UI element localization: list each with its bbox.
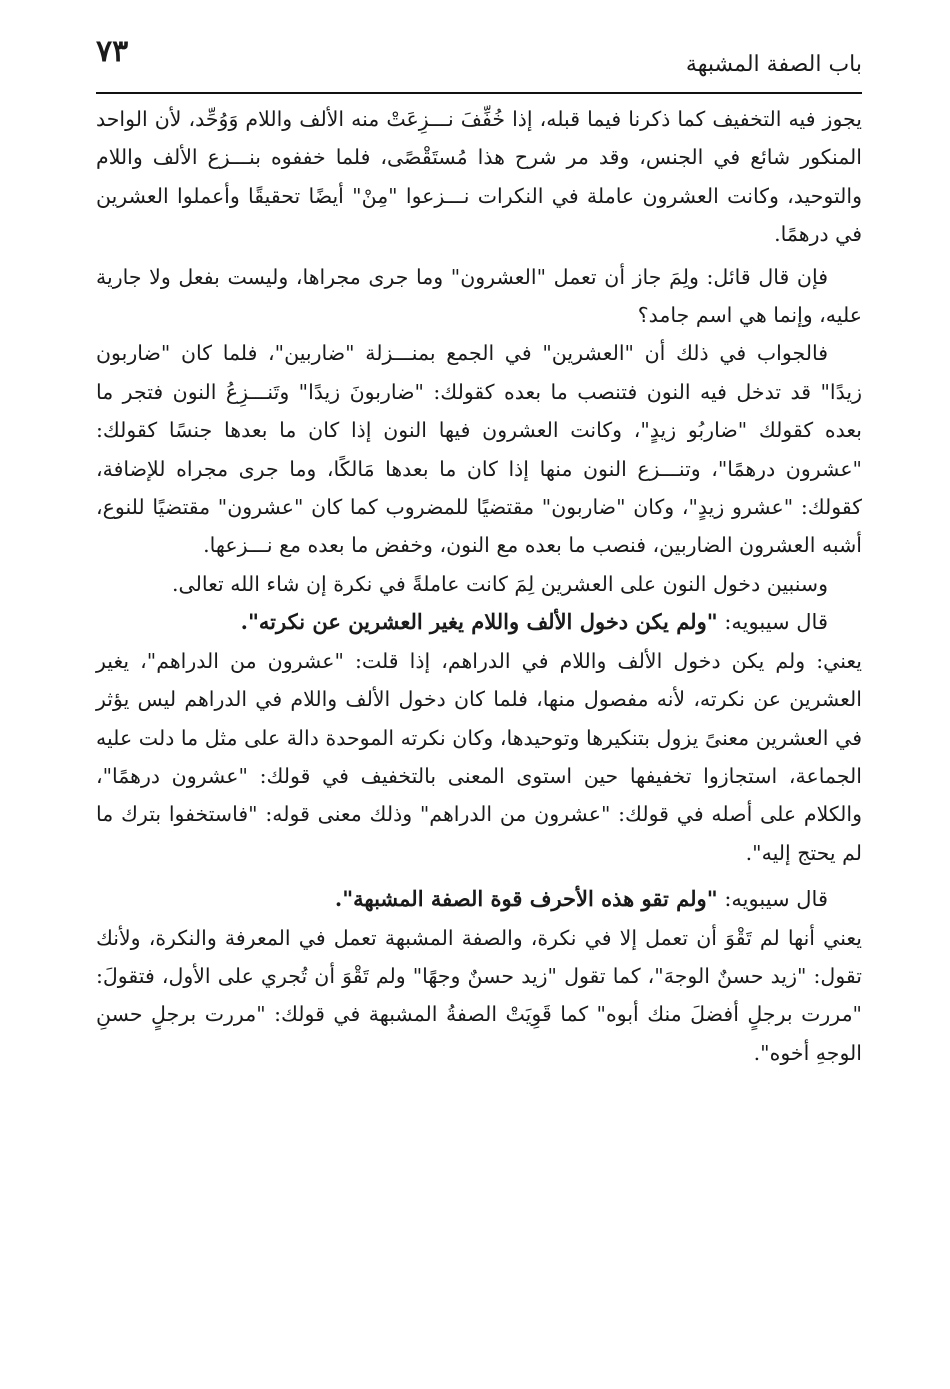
paragraph: فإن قال قائل: ولِمَ جاز أن تعمل "العشرون" وما جرى مجراها، وليست بفعل ولا جارية عليه، وإنما هي اسم جامد؟ [96, 264, 862, 328]
page-number: ٧٣ [96, 34, 129, 69]
body-text [96, 100, 862, 1072]
sibawayh-quote-1 [96, 603, 862, 641]
header-rule [96, 92, 862, 94]
quote-prefix: قال سيبويه: [717, 887, 828, 912]
paragraph: فالجواب في ذلك أن "العشرين" في الجمع بمنـــزلة "ضاربين"، فلما كان "ضاربون زيدًا" قد تدخل فيه النون فتنصب ما بعده كقولك: "ضاربونَ زيدًا" وتَنـــزِعُ النون فتجر ما بعده كقولك "ضاربُو زيدٍ"، وكانت العشرون فيها النون إذا كان ما بعدها جنسًا كقولك: "عشرون درهمًا"، وتنـــزع النون منها إذا كان ما بعدها مَالكًا، وما جرى مجراه للإضافة، كقولك: "عشرو زيدٍ"، وكان "ضاربون" مقتضيًا للمضروب كما كان "عشرون" مقتضيًا للنوع، أشبه العشرون الضاربين، فنصب ما بعده مع النون، وخفض ما بعده مع نـــزعها. [96, 341, 862, 558]
paragraph: وسنبين دخول النون على العشرين لِمَ كانت عاملةً في نكرة إن شاء الله تعالى. [171, 571, 828, 596]
paragraph: يعني أنها لم تَقْوَ أن تعمل إلا في نكرة، والصفة المشبهة تعمل في المعرفة والنكرة، ولأنك تقول: "زيد حسنٌ الوجهَ"، كما تقول "زيد حسنٌ وجهًا" ولم تَقْوَ أن تُجري على الأول، فتقولَ: "مررت برجلٍ أفضلَ منك أبوه" كما قَوِيَتْ الصفةُ المشبهة في قولك: "مررت برجلٍ حسنِ الوجهِ أخوه". [96, 925, 862, 1065]
spacer [96, 872, 862, 880]
quote-text: "ولم يكن دخول الألف واللام يغير العشرين عن نكرته". [240, 609, 718, 635]
page-header [96, 30, 862, 90]
paragraph: يجوز فيه التخفيف كما ذكرنا فيما قبله، إذا خُفِّفَ نـــزِعَتْ منه الألف واللام وَوُحِّد، لأن الواحد المنكور شائع في الجنس، وقد مر شرح هذا مُستَقْصًى، فلما خففوه بنـــزع الألف واللام والتوحيد، وكانت العشرون عاملة في النكرات نـــزعوا "مِنْ" أيضًا تحقيقًا وأعملوا العشرين في درهمًا. [96, 107, 862, 247]
quote-text: "ولم تقو هذه الأحرف قوة الصفة المشبهة". [334, 886, 718, 912]
running-head: باب الصفة المشبهة [685, 52, 862, 77]
paragraph: يعني: ولم يكن دخول الألف واللام في الدراهم، إذا قلت: "عشرون من الدراهم"، يغير العشرين عن نكرته، لأنه مفصول منها، فلما كان دخول الألف واللام في الدراهم ليس يؤثر في العشرين معنىً يزول بتنكيرها وتوحيدها، وكان نكرته الموحدة دالة على مثل ما دلت عليه الجماعة، استجازوا تخفيفها حين استوى المعنى بالتخفيف في قولك: "عشرون درهمًا"، والكلام على أصله في قولك: "عشرون من الدراهم" وذلك معنى قوله: "فاستخفوا بترك ما لم يحتج إليه". [96, 648, 862, 865]
sibawayh-quote-2 [96, 880, 862, 918]
quote-prefix: قال سيبويه: [717, 610, 828, 635]
